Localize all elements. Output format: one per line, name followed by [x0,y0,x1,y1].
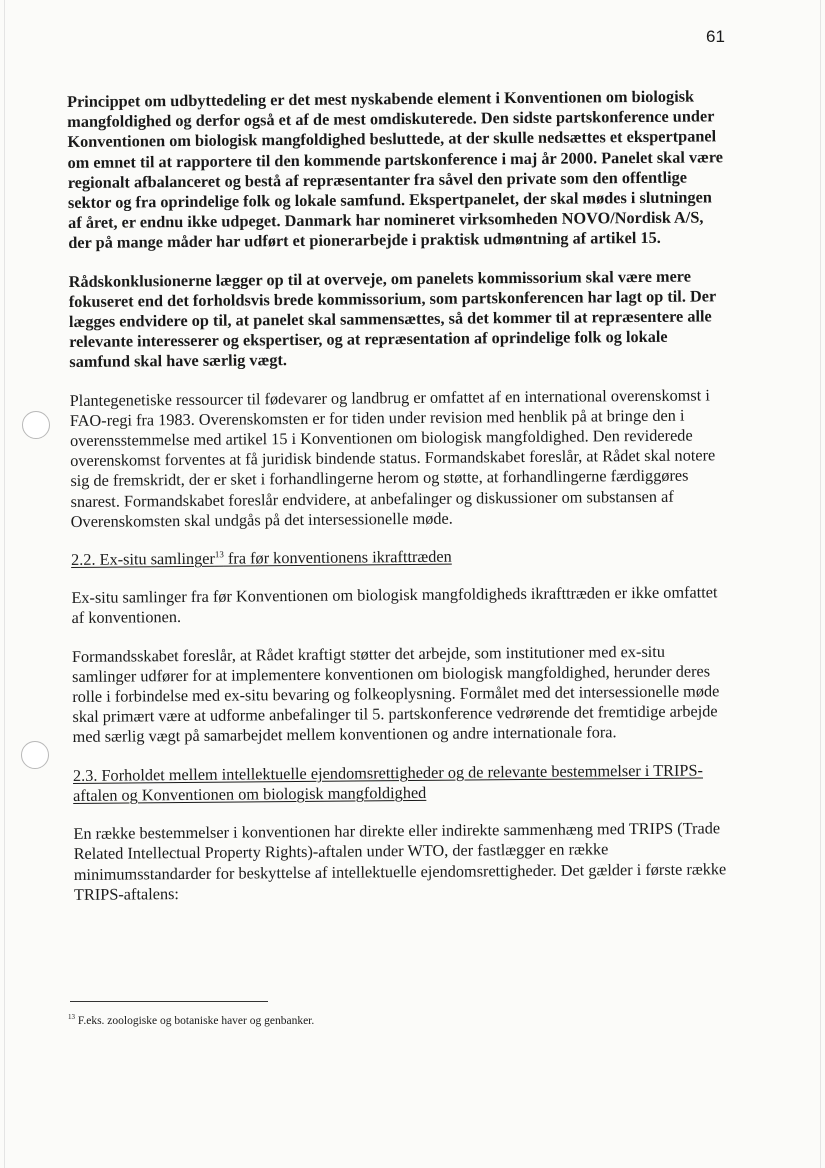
footnote-reference: 13 [214,549,224,560]
footnote-text: F.eks. zoologiske og botaniske haver og genbanker. [75,1015,315,1027]
paragraph-ex-situ-collections: Ex-situ samlinger fra før Konventionen om biologisk mangfoldigheds ikrafttræden er ikke omfattet af konventionen. [71,582,718,628]
footnote-separator [70,1001,268,1002]
paragraph-presidency-proposal: Formandsskabet foreslår, at Rådet kraftigt støtter det arbejde, som institutioner med ex-situ samlinger udfører for at implementere konventionen om biologisk mangfoldighed, herunder deres rolle i forbindelse med ex-situ bevaring og folkeoplysning. Formålet med det intersessionelle møde skal primært være at udforme anbefalinger til 5. partskonference vedrørende det fremtidige arbejde med særlig vægt på samarbejdet mellem konventionen og andre internationale fora. [71,641,720,747]
paragraph-benefit-sharing: Princippet om udbyttedeling er det mest nyskabende element i Konventionen om biologisk mangfoldighed og derfor også et af de mest omdiskuterede. Den sidste partskonference under Konventionen om biologisk mangfoldighed besluttede, at der skulle nedsættes et ekspertpanel om emnet til at rapportere til den kommende partskonference i maj år 2000. Panelet skal være regionalt afbalanceret og bestå af repræsentanter fra såvel den private som den offentlige sektor og fra oprindelige folk og lokale samfund. Ekspertpanelet, der skal mødes i slutningen af året, er endnu ikke udpeget. Danmark har nomineret virksomheden NOVO/Nordisk A/S, der på mange måder har udført et pionerarbejde i praktisk udmøntning af artikel 15. [67,86,724,253]
paragraph-trips-agreement: En række bestemmelser i konventionen har direkte eller indirekte sammenhæng med TRIPS (Trade Related Intellectual Property Rights)-aftalen under WTO, der fastlægger en række minimumsstandarder for beskyttelse af intellektuelle ejendomsrettigheder. Det gælder i første række TRIPS-aftalens: [73,818,727,904]
paragraph-council-conclusions: Rådskonklusionerne lægger op til at overveje, om panelets kommissorium skal være mere fokuseret end det forholdsvis brede kommissorium, som partskonferencen har lagt op til. Der lægges endvidere op til, at panelet skal sammensættes, så det kommer til at repræsentere alle relevante interesserer og ekspertiser, og at repræsentation af oprindelige folk og lokale samfund skal have særlig vægt. [68,266,716,372]
section-heading-2-3: 2.3. Forholdet mellem intellektuelle ejendomsrettigheder og de relevante bestemmelser i TRIPS-aftalen og Konventionen om biologisk mangfoldighed [72,760,704,805]
punch-hole-lower [21,741,49,769]
footnote [68,1014,314,1028]
section-heading-2-2-text: 2.2. Ex-situ samlinger [70,548,215,570]
section-heading-2-2-text-end: fra før konventionens ikrafttræden [223,546,452,568]
paragraph-plant-genetic-resources: Plantegenetiske ressourcer til fødevarer og landbrug er omfattet af en international overenskomst i FAO-regi fra 1983. Overenskomsten er for tiden under revision med henblik på at bringe den i overensstemmelse med artikel 15 i Konventionen om biologisk mangfoldighed. Den reviderede overenskomst forventes at få juridisk bindende status. Formandskabet foreslår, at Rådet skal notere sig de fremskridt, der er sket i forhandlingerne herom og støtte, at forhandlingerne færdiggøres snarest. Formandskabet foreslår endvidere, at anbefalinger og diskussioner om substansen af Overenskomsten skal undgås på det intersessionelle møde. [69,385,716,531]
document-body [67,86,734,905]
page-number: 61 [706,27,725,46]
footnote-marker: 13 [68,1013,75,1022]
left-page-edge [4,0,5,1168]
right-page-edge [820,0,821,1168]
punch-hole-upper [22,411,50,439]
